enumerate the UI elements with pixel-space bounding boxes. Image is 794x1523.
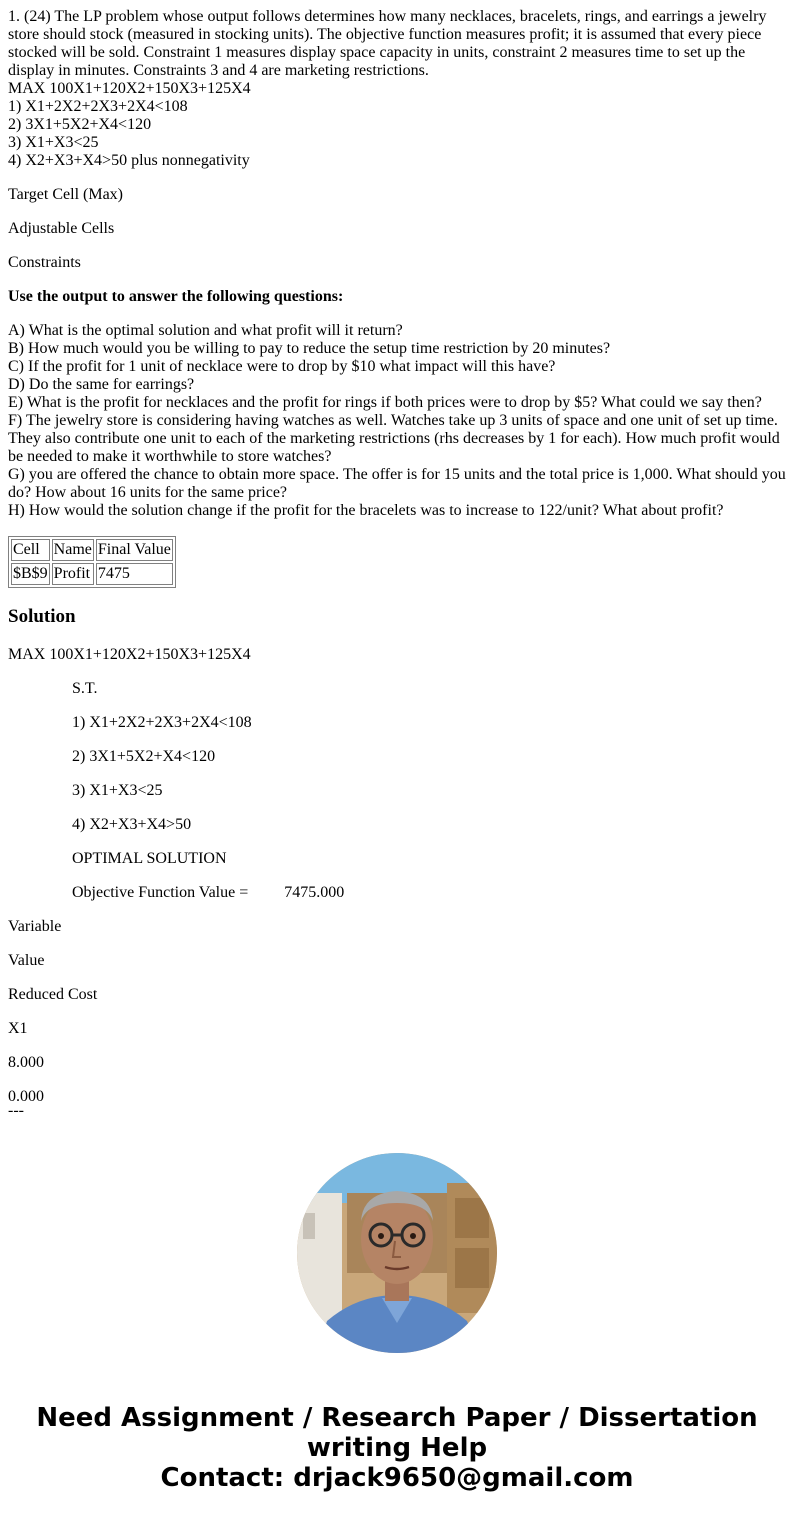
col-reduced-cost: Reduced Cost	[8, 986, 98, 1003]
footer-contact: Contact: drjack9650@gmail.com	[160, 1463, 634, 1493]
row-value: 8.000	[8, 1054, 44, 1071]
solution-constraint-4: 4) X2+X3+X4>50	[72, 816, 192, 833]
question-h: H) How would the solution change if the profit for the bracelets was to increase to 122/unit? What about profit?	[8, 502, 724, 519]
target-cell-table	[8, 536, 176, 588]
table-row	[11, 563, 173, 585]
footer-line-1: Need Assignment / Research Paper / Dissertation	[36, 1403, 758, 1433]
table-cell-ref: $B$9	[11, 563, 50, 585]
problem-statement	[8, 8, 786, 170]
footer-line-2: writing Help	[306, 1433, 488, 1463]
objective-value-label: Objective Function Value =	[72, 884, 249, 901]
col-variable: Variable	[8, 918, 62, 935]
section-constraints: Constraints	[8, 254, 81, 271]
objective-function: MAX 100X1+120X2+150X3+125X4	[8, 80, 251, 97]
question-d: D) Do the same for earrings?	[8, 376, 195, 393]
optimal-solution-label: OPTIMAL SOLUTION	[72, 850, 227, 867]
table-header-name: Name	[52, 539, 94, 561]
solution-heading: Solution	[8, 606, 76, 627]
footer-promo	[0, 1403, 794, 1493]
solution-st: S.T.	[72, 680, 98, 697]
section-adjustable-cells: Adjustable Cells	[8, 220, 115, 237]
row-reduced-cost: 0.000	[8, 1088, 44, 1105]
row-variable: X1	[8, 1020, 28, 1037]
question-e: E) What is the profit for necklaces and the profit for rings if both prices were to drop by $5? What could we say then?	[8, 394, 762, 411]
constraint-2: 2) 3X1+5X2+X4<120	[8, 116, 152, 133]
solution-constraint-3: 3) X1+X3<25	[72, 782, 163, 799]
table-header-final-value: Final Value	[96, 539, 173, 561]
question-g: G) you are offered the chance to obtain more space. The offer is for 15 units and the total price is 1,000. What should you do? How about 16 units for the same price?	[8, 466, 786, 501]
section-target-cell: Target Cell (Max)	[8, 186, 123, 203]
constraint-1: 1) X1+2X2+2X3+2X4<108	[8, 98, 188, 115]
questions-heading: Use the output to answer the following questions:	[8, 288, 344, 305]
solution-objective: MAX 100X1+120X2+150X3+125X4	[8, 646, 251, 663]
constraint-4: 4) X2+X3+X4>50 plus nonnegativity	[8, 152, 250, 169]
objective-value-line	[8, 884, 786, 902]
table-header-row	[11, 539, 173, 561]
question-c: C) If the profit for 1 unit of necklace were to drop by $10 what impact will this have?	[8, 358, 556, 375]
solution-constraint-1: 1) X1+2X2+2X3+2X4<108	[72, 714, 252, 731]
questions-list	[8, 322, 786, 520]
solution-constraint-2: 2) 3X1+5X2+X4<120	[72, 748, 216, 765]
question-b: B) How much would you be willing to pay to reduce the setup time restriction by 20 minutes?	[8, 340, 611, 357]
question-f: F) The jewelry store is considering having watches as well. Watches take up 3 units of space and one unit of set up time. They also contribute one unit to each of the marketing restrictions (rhs decreases by 1 for each). How much profit would be needed to make it worthwhile to store watches?	[8, 412, 780, 465]
table-header-cell: Cell	[11, 539, 50, 561]
avatar	[297, 1153, 497, 1353]
avatar-portrait	[297, 1153, 497, 1353]
problem-intro: 1. (24) The LP problem whose output follows determines how many necklaces, bracelets, rings, and earrings a jewelry store should stock (measured in stocking units). The objective function measures profit; it is assumed that every piece stocked will be sold. Constraint 1 measures display space capacity in units, constraint 2 measures time to set up the display in minutes. Constraints 3 and 4 are marketing restrictions.	[8, 8, 767, 79]
col-value: Value	[8, 952, 45, 969]
constraint-3: 3) X1+X3<25	[8, 134, 99, 151]
table-cell-final-value: 7475	[96, 563, 173, 585]
table-cell-name: Profit	[52, 563, 94, 585]
truncation-marker: ---	[8, 1102, 24, 1119]
question-a: A) What is the optimal solution and what profit will it return?	[8, 322, 403, 339]
objective-value: 7475.000	[284, 884, 345, 901]
